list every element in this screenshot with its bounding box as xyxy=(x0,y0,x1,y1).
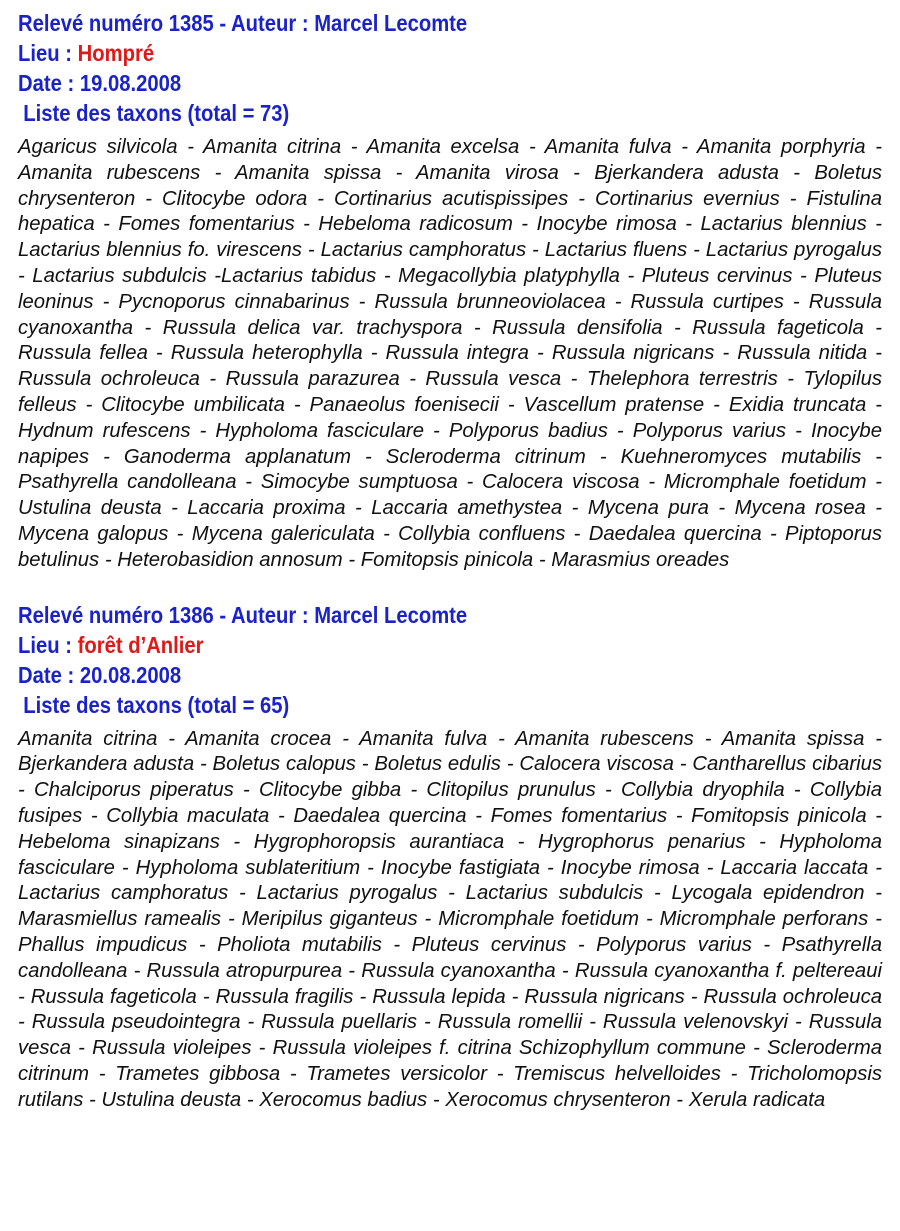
record-1385 xyxy=(18,8,882,574)
place-label: Lieu : xyxy=(18,631,78,658)
place-name: Hompré xyxy=(77,40,155,66)
taxa-list: Amanita citrina - Amanita crocea - Amanita fulva - Amanita rubescens - Amanita spissa - Bjerkandera adusta - Boletus calopus - Boletus edulis - Calocera viscosa - Cantharellus cibarius - Chalciporus piperatus - Clitocybe gibba - Clitopilus prunulus - Collybia dryophila - Collybia fusipes - Collybia maculata - Daedalea quercina - Fomes fomentarius - Fomitopsis pinicola - Hebeloma sinapizans - Hygrophoropsis aurantiaca - Hygrophorus penarius - Hypholoma fasciculare - Hypholoma sublateritium - Inocybe fastigiata - Inocybe rimosa - Laccaria laccata - Lactarius camphoratus - Lactarius pyrogalus - Lactarius subdulcis - Lycogala epidendron - Marasmiellus ramealis - Meripilus giganteus - Micromphale foetidum - Micromphale perforans - Phallus impudicus - Pholiota mutabilis - Pluteus cervinus - Polyporus varius - Psathyrella candolleana - Russula atropurpurea - Russula cyanoxantha - Russula cyanoxantha f. peltereaui - Russula fageticola - Russula fragilis - Russula lepida - Russula nigricans - Russula ochroleuca - Russula pseudointegra - Russula puellaris - Russula romellii - Russula velenovskyi - Russula vesca - Russula violeipes - Russula violeipes f. citrina Schizophyllum commune - Scleroderma citrinum - Trametes gibbosa - Trametes versicolor - Tremiscus helvelloides - Tricholomopsis rutilans - Ustulina deusta - Xerocomus badius - Xerocomus chrysenteron - Xerula radicata xyxy=(18,727,882,1111)
record-1386 xyxy=(18,600,882,1114)
place-name: forêt d’Anlier xyxy=(77,631,204,658)
record-title: Relevé numéro 1386 - Auteur : Marcel Lecomte xyxy=(18,601,468,628)
taxa-list: Agaricus silvicola - Amanita citrina - Amanita excelsa - Amanita fulva - Amanita porphyria - Amanita rubescens - Amanita spissa - Amanita virosa - Bjerkandera adusta - Boletus chrysenteron - Clitocybe odora - Cortinarius acutispissipes - Cortinarius evernius - Fistulina hepatica - Fomes fomentarius - Hebeloma radicosum - Inocybe rimosa - Lactarius blennius - Lactarius blennius fo. virescens - Lactarius camphoratus - Lactarius fluens - Lactarius pyrogalus - Lactarius subdulcis -Lactarius tabidus - Megacollybia platyphylla - Pluteus cervinus - Pluteus leoninus - Pycnoporus cinnabarinus - Russula brunneoviolacea - Russula curtipes - Russula cyanoxantha - Russula delica var. trachyspora - Russula densifolia - Russula fageticola - Russula fellea - Russula heterophylla - Russula integra - Russula nigricans - Russula nitida - Russula ochroleuca - Russula parazurea - Russula vesca - Thelephora terrestris - Tylopilus felleus - Clitocybe umbilicata - Panaeolus foenisecii - Vascellum pratense - Exidia truncata - Hydnum rufescens - Hypholoma fasciculare - Polyporus badius - Polyporus varius - Inocybe napipes - Ganoderma applanatum - Scleroderma citrinum - Kuehneromyces mutabilis - Psathyrella candolleana - Simocybe sumptuosa - Calocera viscosa - Micromphale foetidum - Ustulina deusta - Laccaria proxima - Laccaria amethystea - Mycena pura - Mycena rosea - Mycena galopus - Mycena galericulata - Collybia confluens - Daedalea quercina - Piptoporus betulinus - Heterobasidion annosum - Fomitopsis pinicola - Marasmius oreades xyxy=(18,136,882,571)
taxa-list-title: Liste des taxons (total = 65) xyxy=(23,691,290,718)
record-place-line xyxy=(18,38,778,68)
record-date: Date : 20.08.2008 xyxy=(18,661,182,688)
taxa-list-title: Liste des taxons (total = 73) xyxy=(23,100,290,126)
place-label: Lieu : xyxy=(18,40,78,66)
record-place-line xyxy=(18,630,778,660)
record-title: Relevé numéro 1385 - Auteur : Marcel Lecomte xyxy=(18,10,468,36)
record-date: Date : 19.08.2008 xyxy=(18,70,182,96)
